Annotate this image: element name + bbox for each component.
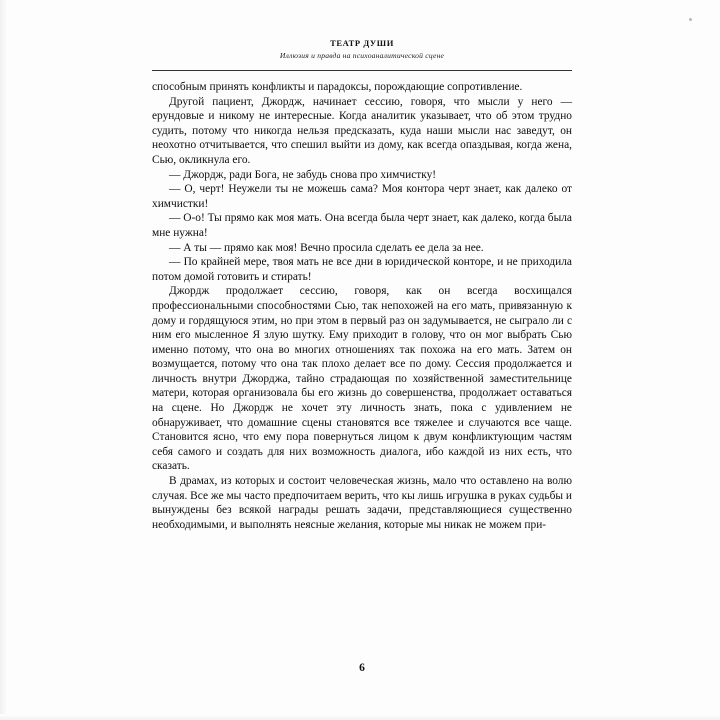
dialog-line: — По крайней мере, твоя мать не все дни в юридической конторе, и не приходила потом домой готовить и стирать! [152, 256, 572, 283]
page-number: 6 [359, 662, 365, 674]
dialog-line: — О, черт! Неужели ты не можешь сама? Моя контора черт знает, как далеко от химчистки! [152, 183, 572, 210]
paragraph: В драмах, из которых и состоит человеческая жизнь, мало что оставлено на волю случая. Все же мы часто предпочитаем верить, что кы лишь игрушка в руках судьбы и вынуждены без всякой награды решать задачи, представляющиеся существенно необходимыми, и выполнять неясные желания, которые мы никак не можем при- [152, 475, 572, 531]
book-title: ТЕАТР ДУШИ [330, 38, 394, 48]
paragraph: способным принять конфликты и парадоксы, порождающие сопротивление. [152, 81, 523, 93]
book-subtitle: Иллюзия и правда на психоаналитической сцене [279, 51, 445, 60]
corner-mark-icon [689, 18, 692, 21]
running-head [152, 20, 572, 60]
page-left-edge-shading [0, 0, 8, 720]
body-text [152, 80, 572, 532]
dialog-line: — А ты — прямо как моя! Вечно просила сделать ее дела за нее. [169, 241, 484, 254]
paragraph: Джордж продолжает сессию, говоря, как он всегда восхищался профессиональными способностями Сью, так непохожей на его мать, привязанную к дому и гордящуюся этим, но при этом в первый раз он задумывается, не сыграло ли с ним его мысленное Я злую шутку. Ему приходит в голову, что он мог выбрать Сью именно потому, что она во многих отношениях так похожа на его мать. Затем он возмущается, потому что она так плохо делает все по дому. Сессия продолжается и личность внутри Джорджа, тайно страдающая по хозяйственной заместительнице матери, которая организовала бы его жизнь до совершенства, продолжает оставаться на сцене. Но Джордж не хочет эту личность знать, пока с удивлением не обнаруживает, что домашние сцены становятся все тяжелее и случаются все чаще. Становится ясно, что ему пора повернуться лицом к двум конфликтующим частям себя самого и создать для них возможность диалога, ибо каждой из них есть, что сказать. [152, 285, 572, 473]
header-rule [152, 70, 572, 71]
page-content [152, 20, 572, 700]
dialog-line: — Джордж, ради Бога, не забудь снова про химчистку! [169, 168, 437, 181]
page-bottom-edge-shading [0, 714, 720, 720]
paragraph: Другой пациент, Джордж, начинает сессию, говоря, что мысли у него — ерундовые и никому не интересные. Когда аналитик указывает, что об этом трудно судить, потому что никогда нельзя предсказать, куда наши мысли нас заведут, он неохотно отчитывается, что спешил выйти из дому, как всегда опаздывая, когда жена, Сью, окликнула его. [152, 95, 572, 166]
dialog-line: — О-о! Ты прямо как моя мать. Она всегда была черт знает, как далеко, когда была мне нужна! [152, 212, 572, 239]
